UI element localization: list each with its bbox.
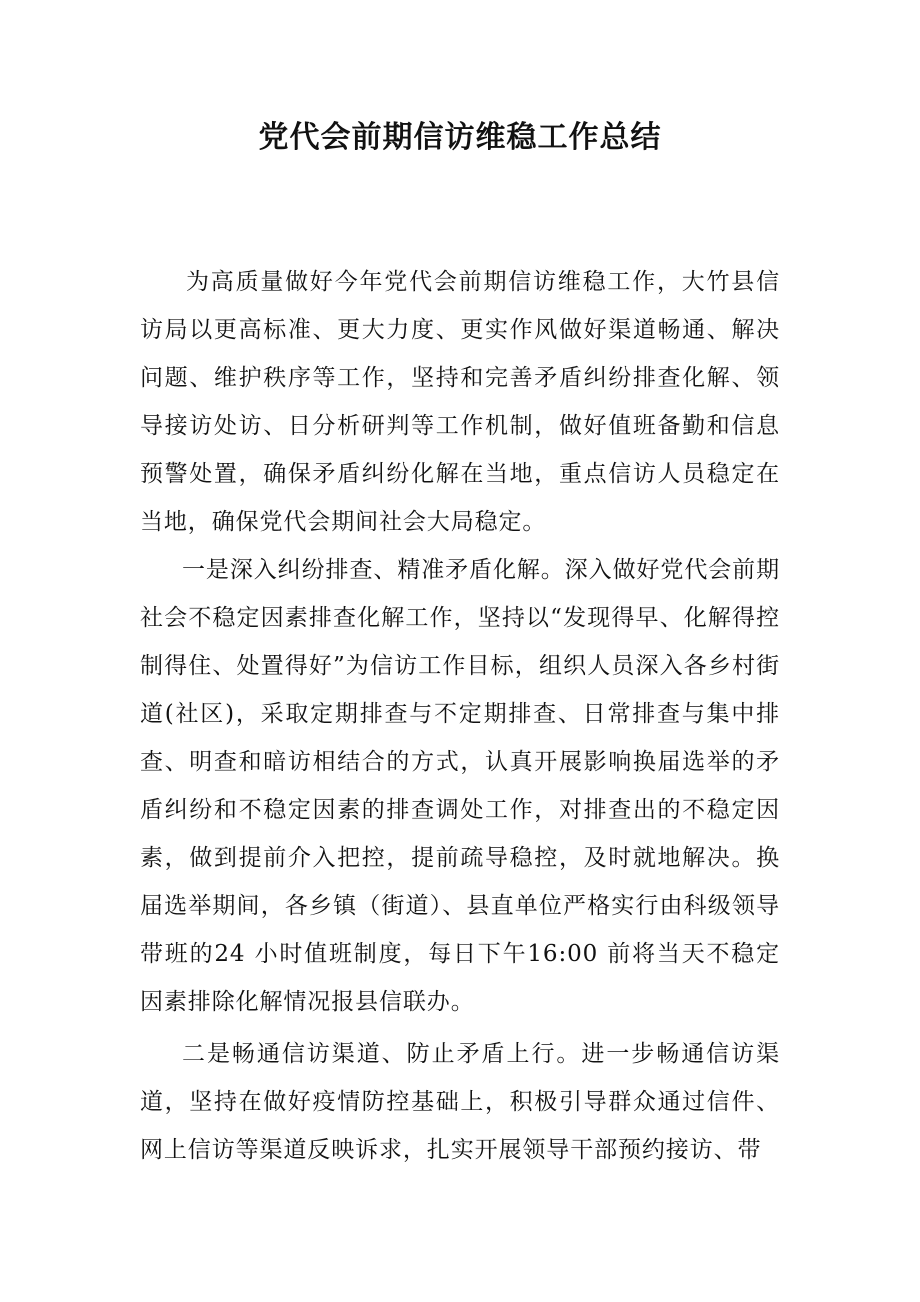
- intro-paragraph: 为高质量做好今年党代会前期信访维稳工作，大竹县信访局以更高标准、更大力度、更实作风做好渠道畅通、解决问题、维护秩序等工作，坚持和完善矛盾纠纷排查化解、领导接访处访、日分析研判等工作机制，做好值班备勤和信息预警处置，确保矛盾纠纷化解在当地，重点信访人员稳定在当地，确保党代会期间社会大局稳定。: [140, 269, 780, 535]
- section-two-paragraph: 二是畅通信访渠道、防止矛盾上行。进一步畅通信访渠道，坚持在做好疫情防控基础上，积极引导群众通过信件、网上信访等渠道反映诉求，扎实开展领导干部预约接访、带: [140, 1041, 780, 1163]
- document-title: 党代会前期信访维稳工作总结: [258, 120, 662, 155]
- section-one-paragraph: 一是深入纠纷排查、精准矛盾化解。深入做好党代会前期社会不稳定因素排查化解工作，坚持以“发现得早、化解得控制得住、处置得好”为信访工作目标，组织人员深入各乡村街道(社区)，采取定期排查与不定期排查、日常排查与集中排查、明查和暗访相结合的方式，认真开展影响换届选举的矛盾纠纷和不稳定因素的排查调处工作，对排查出的不稳定因素，做到提前介入把控，提前疏导稳控，及时就地解决。换届选举期间，各乡镇（街道）、县直单位严格实行由科级领导带班的24 小时值班制度，每日下午16:00 前将当天不稳定因素排除化解情况报县信联办。: [140, 557, 780, 1015]
- document-body: [140, 258, 780, 1174]
